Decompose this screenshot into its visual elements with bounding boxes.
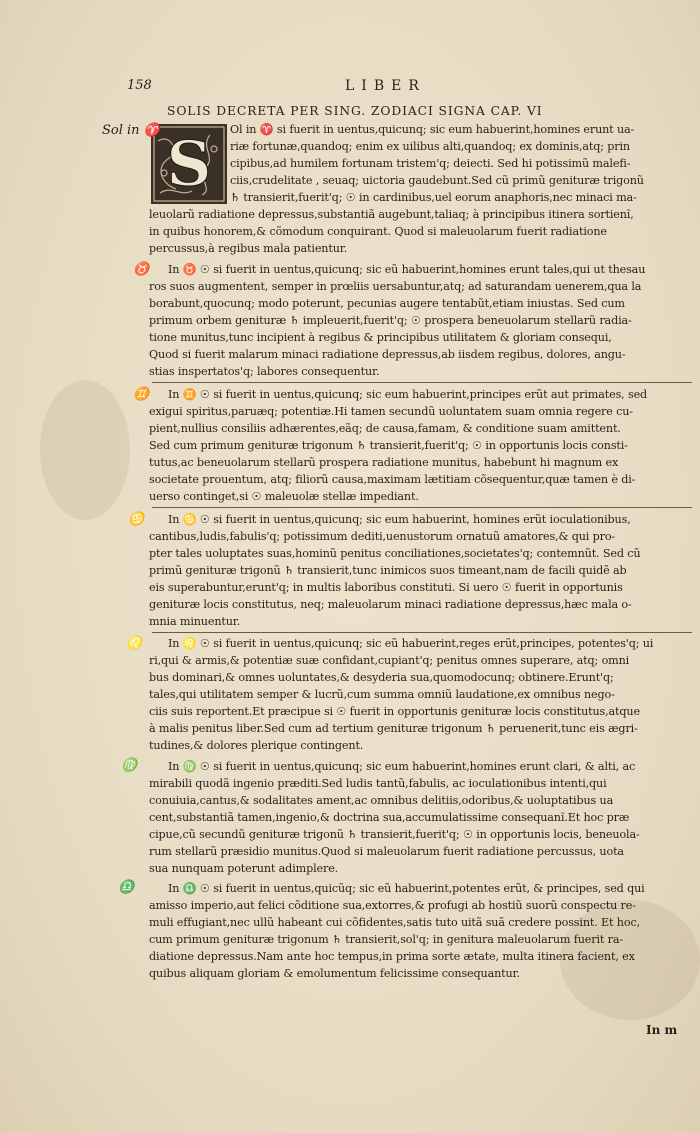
page-header bbox=[0, 78, 700, 100]
text-line: cantibus,ludis,fabulis'q; potissimum dediti,uenustorum ornatuũ amatores,& qui pro- bbox=[149, 530, 616, 543]
text-line: mirabili quodã ingenio præditi.Sed ludis tantũ,fabulis, ac ioculationibus intenti,qui bbox=[149, 777, 607, 790]
text-line: primum orbem genituræ ♄ impleuerit,fuerit'q; ☉ prospera beneuolarum stellarũ radia- bbox=[149, 314, 632, 327]
text-line: bus dominari,& omnes uoluntates,& desyderia sua,quomodocunq; obtinere.Erunt'q; bbox=[149, 671, 614, 684]
text-line: ciis suis reportent.Et præcipue si ☉ fuerit in opportunis genituræ locis constitutus,atque bbox=[149, 705, 640, 718]
text-line: cum primum genituræ trigonum ♄ transierit,sol'q; in genitura maleuolarum fuerit ra- bbox=[149, 933, 623, 946]
margin-gemini-icon: ♊ bbox=[133, 387, 150, 402]
svg-text:S: S bbox=[166, 127, 212, 200]
text-line: borabunt,quocunq; modo poterunt, pecunias augere tentabũt,etiam iniustas. Sed cum bbox=[149, 297, 625, 310]
text-line: societate prouentum, atq; filiorũ causa,maximam lætitiam cõsequentur,quæ tamen è di- bbox=[149, 473, 636, 486]
text-line: exigui spiritus,paruæq; potentiæ.Hi tamen secundũ uoluntatem suam omnia regere cu- bbox=[149, 405, 633, 418]
text-line: tutus,ac beneuolarum stellarũ prospera radiatione munitus, habebunt hi magnum ex bbox=[149, 456, 619, 469]
text-line: In ♌ ☉ si fuerit in uentus,quicunq; sic eũ habuerint,reges erũt,principes, potentes'q; ui bbox=[168, 637, 654, 650]
section-divider bbox=[152, 507, 692, 508]
margin-leo-icon: ♌ bbox=[126, 636, 143, 651]
text-line: cipibus,ad humilem fortunam tristem'q; deiecti. Sed hi potissimũ malefi- bbox=[230, 157, 631, 170]
text-line: eis superabuntur,erunt'q; in multis laboribus constituti. Si uero ☉ fuerit in opportunis bbox=[149, 581, 623, 594]
text-line: conuiuia,cantus,& sodalitates ament,ac omnibus delitiis,odoribus,& uoluptatibus ua bbox=[149, 794, 614, 807]
text-line: cent,substantiã tamen,ingenio,& doctrina sua,accumulatissime consequanĩ.Et hoc præ bbox=[149, 811, 630, 824]
text-line: stias inspertatos'q; labores consequentur. bbox=[149, 365, 380, 378]
text-line: In ♊ ☉ si fuerit in uentus,quicunq; sic eum habuerint,principes erũt aut primates, sed bbox=[168, 388, 648, 401]
chapter-title: SOLIS DECRETA PER SING. ZODIACI SIGNA CAP. VI bbox=[167, 104, 543, 118]
text-line: cipue,cũ secundũ genituræ trigonũ ♄ transierit,fuerit'q; ☉ in opportunis locis, beneuola- bbox=[149, 828, 640, 841]
text-line: à malis penitus liber.Sed cum ad tertium genituræ trigonum ♄ peruenerit,tunc eis ægri- bbox=[149, 722, 638, 735]
text-line: In ♍ ☉ si fuerit in uentus,quicunq; sic eum habuerint,homines erunt clari, & alti, ac bbox=[168, 760, 636, 773]
section-divider bbox=[152, 382, 692, 383]
text-line: muli effugiant,nec ullũ habeant cui cõfidentes,satis tuto uitã suã credere possint. Et hoc, bbox=[149, 916, 640, 929]
text-line: percussus,à regibus mala patientur. bbox=[149, 242, 348, 255]
text-line: Quod si fuerit malarum minaci radiatione depressus,ab iisdem regibus, dolores, angu- bbox=[149, 348, 626, 361]
paper-stain bbox=[40, 380, 130, 520]
text-line: pter tales uoluptates suas,hominũ penitus conciliationes,societates'q; contemnũt. Sed cũ bbox=[149, 547, 641, 560]
catchword: In m bbox=[646, 1023, 678, 1037]
text-line: tudines,& dolores plerique contingent. bbox=[149, 739, 364, 752]
text-line: ri,qui & armis,& potentiæ suæ confidant,cupiant'q; penitus omnes superare, atq; omni bbox=[149, 654, 630, 667]
text-line: tione munitus,tunc incipient à regibus & principibus utilitatem & gloriam consequi, bbox=[149, 331, 612, 344]
text-line: sua nunquam poterunt adimplere. bbox=[149, 862, 339, 875]
text-line: genituræ locis constitutus, neq; maleuolarum minaci radiatione depressus,hæc mala o- bbox=[149, 598, 632, 611]
text-line: amisso imperio,aut felici cõditione sua,extorres,& profugi ab hostiũ suorũ conspectu re- bbox=[149, 899, 636, 912]
section-divider bbox=[152, 632, 692, 633]
running-head: LIBER bbox=[345, 78, 426, 94]
margin-cancer-icon: ♋ bbox=[128, 512, 145, 527]
folio-number: 158 bbox=[127, 78, 152, 93]
text-line: In ♎ ☉ si fuerit in uentus,quicũq; sic eũ habuerint,potentes erũt, & principes, sed qui bbox=[168, 882, 645, 895]
text-line: uerso continget,si ☉ maleuolæ stellæ impediant. bbox=[149, 490, 419, 503]
text-line: Ol in ♈ si fuerit in uentus,quicunq; sic eum habuerint,homines erunt ua- bbox=[230, 123, 635, 136]
decorated-initial-s bbox=[150, 123, 228, 205]
text-line: riæ fortunæ,quandoq; enim ex uilibus alti,quandoq; ex dominis,atq; prin bbox=[230, 140, 630, 153]
margin-virgo-icon: ♍ bbox=[121, 758, 138, 773]
text-line: Sed cum primum genituræ trigonum ♄ transierit,fuerit'q; ☉ in opportunis locis consti- bbox=[149, 439, 628, 452]
text-line: In ♉ ☉ si fuerit in uentus,quicunq; sic eũ habuerint,homines erunt tales,qui ut thesau bbox=[168, 263, 646, 276]
margin-taurus-icon: ♉ bbox=[133, 262, 150, 277]
text-line: primũ genituræ trigonũ ♄ transierit,tunc inimicos suos timeant,nam de facili quidẽ ab bbox=[149, 564, 627, 577]
text-line: ros suos augmentent, semper in prœliis uersabuntur,atq; ad saturandam uenerem,qua la bbox=[149, 280, 642, 293]
text-line: quibus aliquam gloriam & emolumentum felicissime consequantur. bbox=[149, 967, 520, 980]
text-line: In ♋ ☉ si fuerit in uentus,quicunq; sic eum habuerint, homines erũt ioculationibus, bbox=[168, 513, 631, 526]
text-line: ciis,crudelitate , seuaq; uictoria gaudebunt.Sed cũ primũ genituræ trigonũ bbox=[230, 174, 644, 187]
text-line: leuolarũ radiatione depressus,substantiã augebunt,taliaq; à principibus itinera sortienĩ, bbox=[149, 208, 634, 221]
text-line: pient,nullius consiliis adhærentes,eãq; de causa,famam, & conditione suam amittent. bbox=[149, 422, 621, 435]
margin-sol-in-aries: Sol in ♈ bbox=[102, 123, 160, 138]
text-line: in quibus honorem,& cõmodum conquirant. Quod si maleuolarum fuerit radiatione bbox=[149, 225, 607, 238]
text-line: tales,qui utilitatem semper & lucrũ,cum summa omniũ laudatione,ex omnibus nego- bbox=[149, 688, 615, 701]
text-line: rum stellarũ præsidio munitus.Quod si maleuolarum fuerit radiatione percussus, uota bbox=[149, 845, 624, 858]
margin-libra-icon: ♎ bbox=[118, 880, 135, 895]
text-line: mnia minuentur. bbox=[149, 615, 241, 628]
text-line: diatione depressus.Nam ante hoc tempus,in prima sorte ætate, multa itinera facient, ex bbox=[149, 950, 635, 963]
text-line: ♄ transierit,fuerit'q; ☉ in cardinibus,uel eorum anaphoris,nec minaci ma- bbox=[230, 191, 637, 204]
